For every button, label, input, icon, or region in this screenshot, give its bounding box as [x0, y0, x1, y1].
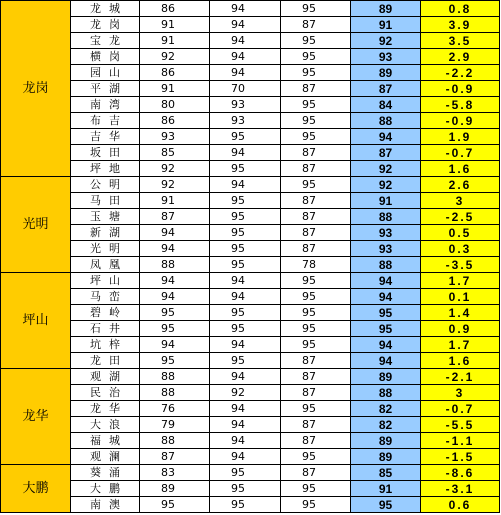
value-c-cell: 95	[281, 289, 351, 305]
value-c-cell: 87	[281, 433, 351, 449]
name-cell: 观湖	[71, 369, 140, 385]
value-c-cell: 95	[281, 177, 351, 193]
value-a-cell: 86	[140, 113, 210, 129]
value-c-cell: 95	[281, 49, 351, 65]
region-cell: 坪山	[1, 273, 71, 369]
diff-cell: -0.7	[421, 401, 500, 417]
name-cell: 坪山	[71, 273, 140, 289]
value-c-cell: 87	[281, 17, 351, 33]
diff-cell: -5.5	[421, 417, 500, 433]
value-c-cell: 87	[281, 81, 351, 97]
name-cell: 平湖	[71, 81, 140, 97]
value-b-cell: 95	[210, 225, 281, 241]
score-cell: 91	[351, 17, 421, 33]
name-cell: 宝龙	[71, 33, 140, 49]
table-row	[1, 1, 500, 17]
value-a-cell: 91	[140, 17, 210, 33]
table-row	[1, 161, 500, 177]
value-b-cell: 94	[210, 417, 281, 433]
value-b-cell: 95	[210, 481, 281, 497]
value-c-cell: 95	[281, 65, 351, 81]
diff-cell: 3	[421, 193, 500, 209]
score-cell: 89	[351, 1, 421, 17]
value-b-cell: 95	[210, 161, 281, 177]
name-cell: 石井	[71, 321, 140, 337]
table-row	[1, 369, 500, 385]
score-cell: 88	[351, 257, 421, 273]
value-a-cell: 95	[140, 305, 210, 321]
name-cell: 新湖	[71, 225, 140, 241]
table-row	[1, 417, 500, 433]
diff-cell: 3.9	[421, 17, 500, 33]
value-a-cell: 94	[140, 273, 210, 289]
diff-cell: -1.1	[421, 433, 500, 449]
value-a-cell: 86	[140, 1, 210, 17]
score-cell: 84	[351, 97, 421, 113]
score-cell: 94	[351, 273, 421, 289]
score-cell: 88	[351, 385, 421, 401]
diff-cell: -3.1	[421, 481, 500, 497]
value-c-cell: 87	[281, 417, 351, 433]
value-c-cell: 95	[281, 305, 351, 321]
score-cell: 89	[351, 449, 421, 465]
value-a-cell: 88	[140, 257, 210, 273]
table-row	[1, 97, 500, 113]
value-a-cell: 86	[140, 65, 210, 81]
value-c-cell: 95	[281, 401, 351, 417]
value-a-cell: 88	[140, 369, 210, 385]
value-c-cell: 87	[281, 209, 351, 225]
table-body	[1, 1, 500, 513]
value-b-cell: 95	[210, 129, 281, 145]
table-row	[1, 113, 500, 129]
diff-cell: 0.5	[421, 225, 500, 241]
name-cell: 马田	[71, 193, 140, 209]
value-c-cell: 87	[281, 369, 351, 385]
diff-cell: -2.1	[421, 369, 500, 385]
table-row	[1, 305, 500, 321]
value-c-cell: 78	[281, 257, 351, 273]
name-cell: 民治	[71, 385, 140, 401]
diff-cell: -2.2	[421, 65, 500, 81]
diff-cell: 1.4	[421, 305, 500, 321]
value-c-cell: 95	[281, 113, 351, 129]
value-c-cell: 95	[281, 97, 351, 113]
table-row	[1, 193, 500, 209]
value-a-cell: 95	[140, 353, 210, 369]
value-b-cell: 95	[210, 353, 281, 369]
diff-cell: 1.9	[421, 129, 500, 145]
name-cell: 光明	[71, 241, 140, 257]
score-cell: 94	[351, 337, 421, 353]
value-b-cell: 94	[210, 369, 281, 385]
name-cell: 龙城	[71, 1, 140, 17]
value-c-cell: 87	[281, 225, 351, 241]
region-cell: 龙华	[1, 369, 71, 465]
score-cell: 93	[351, 241, 421, 257]
table-row	[1, 321, 500, 337]
name-cell: 大鹏	[71, 481, 140, 497]
value-a-cell: 80	[140, 97, 210, 113]
table-row	[1, 353, 500, 369]
value-a-cell: 92	[140, 49, 210, 65]
value-c-cell: 95	[281, 1, 351, 17]
table-row	[1, 145, 500, 161]
table-row	[1, 449, 500, 465]
value-a-cell: 94	[140, 241, 210, 257]
value-c-cell: 87	[281, 353, 351, 369]
value-c-cell: 87	[281, 241, 351, 257]
value-b-cell: 94	[210, 273, 281, 289]
table-row	[1, 129, 500, 145]
name-cell: 观澜	[71, 449, 140, 465]
diff-cell: -2.5	[421, 209, 500, 225]
value-b-cell: 92	[210, 385, 281, 401]
value-b-cell: 93	[210, 113, 281, 129]
table-row	[1, 65, 500, 81]
name-cell: 南澳	[71, 497, 140, 513]
value-a-cell: 92	[140, 161, 210, 177]
score-cell: 94	[351, 129, 421, 145]
table-row	[1, 385, 500, 401]
score-cell: 82	[351, 401, 421, 417]
value-c-cell: 95	[281, 321, 351, 337]
name-cell: 凤凰	[71, 257, 140, 273]
table-row	[1, 49, 500, 65]
diff-cell: 3.5	[421, 33, 500, 49]
value-a-cell: 95	[140, 321, 210, 337]
value-c-cell: 95	[281, 497, 351, 513]
score-cell: 89	[351, 433, 421, 449]
table-row	[1, 241, 500, 257]
name-cell: 葵涌	[71, 465, 140, 481]
value-c-cell: 87	[281, 145, 351, 161]
value-a-cell: 94	[140, 289, 210, 305]
value-a-cell: 94	[140, 225, 210, 241]
diff-cell: -0.9	[421, 113, 500, 129]
diff-cell: 0.8	[421, 1, 500, 17]
diff-cell: 2.9	[421, 49, 500, 65]
value-b-cell: 94	[210, 145, 281, 161]
value-c-cell: 95	[281, 481, 351, 497]
name-cell: 龙华	[71, 401, 140, 417]
name-cell: 南湾	[71, 97, 140, 113]
score-cell: 88	[351, 209, 421, 225]
table-row	[1, 225, 500, 241]
diff-cell: -8.6	[421, 465, 500, 481]
value-c-cell: 87	[281, 161, 351, 177]
table-row	[1, 401, 500, 417]
value-b-cell: 95	[210, 257, 281, 273]
value-b-cell: 95	[210, 305, 281, 321]
score-cell: 92	[351, 161, 421, 177]
value-a-cell: 79	[140, 417, 210, 433]
score-cell: 89	[351, 369, 421, 385]
value-b-cell: 94	[210, 49, 281, 65]
table-row	[1, 81, 500, 97]
diff-cell: -0.7	[421, 145, 500, 161]
diff-cell: 3	[421, 385, 500, 401]
table-row	[1, 465, 500, 481]
score-cell: 93	[351, 225, 421, 241]
name-cell: 坑梓	[71, 337, 140, 353]
score-cell: 87	[351, 81, 421, 97]
score-cell: 87	[351, 145, 421, 161]
value-b-cell: 94	[210, 33, 281, 49]
value-b-cell: 95	[210, 241, 281, 257]
name-cell: 坂田	[71, 145, 140, 161]
score-cell: 92	[351, 33, 421, 49]
value-a-cell: 91	[140, 33, 210, 49]
score-cell: 94	[351, 353, 421, 369]
diff-cell: 1.6	[421, 353, 500, 369]
value-a-cell: 89	[140, 481, 210, 497]
table-row	[1, 17, 500, 33]
value-b-cell: 95	[210, 497, 281, 513]
value-b-cell: 70	[210, 81, 281, 97]
score-cell: 89	[351, 65, 421, 81]
value-b-cell: 94	[210, 449, 281, 465]
region-cell: 龙岗	[1, 1, 71, 177]
value-b-cell: 95	[210, 321, 281, 337]
diff-cell: 1.7	[421, 273, 500, 289]
value-b-cell: 95	[210, 193, 281, 209]
name-cell: 公明	[71, 177, 140, 193]
score-cell: 82	[351, 417, 421, 433]
table-row	[1, 209, 500, 225]
value-b-cell: 94	[210, 177, 281, 193]
diff-cell: -3.5	[421, 257, 500, 273]
value-b-cell: 94	[210, 1, 281, 17]
value-b-cell: 94	[210, 65, 281, 81]
value-a-cell: 91	[140, 81, 210, 97]
score-cell: 92	[351, 177, 421, 193]
region-cell: 大鹏	[1, 465, 71, 513]
value-b-cell: 94	[210, 289, 281, 305]
name-cell: 园山	[71, 65, 140, 81]
value-b-cell: 93	[210, 97, 281, 113]
value-a-cell: 94	[140, 337, 210, 353]
value-a-cell: 93	[140, 129, 210, 145]
table-row	[1, 33, 500, 49]
diff-cell: 1.7	[421, 337, 500, 353]
diff-cell: 1.6	[421, 161, 500, 177]
value-b-cell: 94	[210, 433, 281, 449]
score-cell: 91	[351, 193, 421, 209]
value-a-cell: 85	[140, 145, 210, 161]
value-a-cell: 76	[140, 401, 210, 417]
value-a-cell: 95	[140, 497, 210, 513]
table-row	[1, 177, 500, 193]
value-a-cell: 92	[140, 177, 210, 193]
value-b-cell: 94	[210, 401, 281, 417]
value-a-cell: 91	[140, 193, 210, 209]
score-cell: 95	[351, 321, 421, 337]
diff-cell: 0.1	[421, 289, 500, 305]
score-cell: 88	[351, 113, 421, 129]
diff-cell: 0.3	[421, 241, 500, 257]
name-cell: 横岗	[71, 49, 140, 65]
value-c-cell: 87	[281, 385, 351, 401]
name-cell: 马峦	[71, 289, 140, 305]
value-a-cell: 83	[140, 465, 210, 481]
name-cell: 大浪	[71, 417, 140, 433]
diff-cell: 2.6	[421, 177, 500, 193]
value-a-cell: 87	[140, 449, 210, 465]
value-a-cell: 87	[140, 209, 210, 225]
value-c-cell: 95	[281, 449, 351, 465]
value-b-cell: 95	[210, 465, 281, 481]
value-a-cell: 88	[140, 433, 210, 449]
table-row	[1, 433, 500, 449]
name-cell: 龙田	[71, 353, 140, 369]
score-cell: 85	[351, 465, 421, 481]
diff-cell: 0.9	[421, 321, 500, 337]
region-cell: 光明	[1, 177, 71, 273]
name-cell: 坪地	[71, 161, 140, 177]
name-cell: 龙岗	[71, 17, 140, 33]
value-b-cell: 94	[210, 337, 281, 353]
value-b-cell: 95	[210, 209, 281, 225]
name-cell: 福城	[71, 433, 140, 449]
value-c-cell: 87	[281, 193, 351, 209]
score-cell: 91	[351, 481, 421, 497]
name-cell: 吉华	[71, 129, 140, 145]
value-c-cell: 95	[281, 337, 351, 353]
score-cell: 95	[351, 305, 421, 321]
value-c-cell: 95	[281, 273, 351, 289]
diff-cell: -5.8	[421, 97, 500, 113]
name-cell: 玉塘	[71, 209, 140, 225]
value-c-cell: 95	[281, 33, 351, 49]
score-cell: 95	[351, 497, 421, 513]
table-row	[1, 257, 500, 273]
score-cell: 93	[351, 49, 421, 65]
name-cell: 布吉	[71, 113, 140, 129]
table-row	[1, 481, 500, 497]
table-row	[1, 289, 500, 305]
diff-cell: -0.9	[421, 81, 500, 97]
value-a-cell: 88	[140, 385, 210, 401]
diff-cell: -1.5	[421, 449, 500, 465]
value-c-cell: 87	[281, 465, 351, 481]
name-cell: 碧岭	[71, 305, 140, 321]
value-c-cell: 95	[281, 129, 351, 145]
diff-cell: 0.6	[421, 497, 500, 513]
value-b-cell: 94	[210, 17, 281, 33]
score-cell: 94	[351, 289, 421, 305]
table-row	[1, 337, 500, 353]
table-row	[1, 497, 500, 513]
table-row	[1, 273, 500, 289]
